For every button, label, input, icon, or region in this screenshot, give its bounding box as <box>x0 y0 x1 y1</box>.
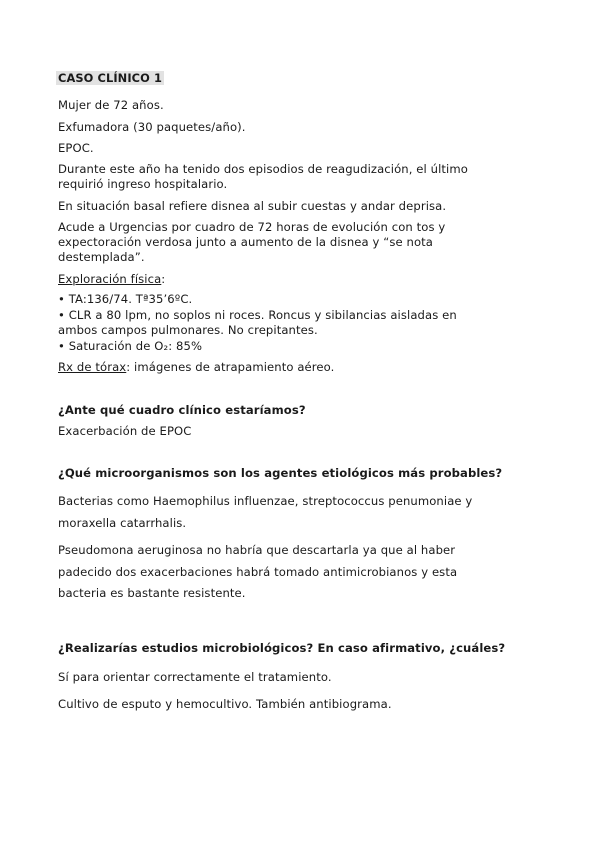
intro-dyspnea: En situación basal refiere disnea al subir cuestas y andar deprisa. <box>58 199 447 213</box>
answer-2-line-2: moraxella catarrhalis. <box>58 516 187 530</box>
answer-3-line-1: Sí para orientar correctamente el tratamiento. <box>58 670 332 684</box>
answer-2-line-3: Pseudomona aeruginosa no habría que descartarla ya que al haber <box>58 543 456 557</box>
xray-line <box>58 360 334 375</box>
question-3: ¿Realizarías estudios microbiológicos? En caso afirmativo, ¿cuáles? <box>58 641 506 655</box>
intro-epoc: EPOC. <box>58 141 94 155</box>
exploration-heading: Exploración física <box>58 272 162 286</box>
intro-smoking: Exfumadora (30 paquetes/año). <box>58 120 246 134</box>
case-title-container <box>58 71 164 86</box>
intro-emergency: Acude a Urgencias por cuadro de 72 horas de evolución con tos y expectoración verdosa junto a aumento de la disnea y “se nota destemplada”. <box>58 220 446 264</box>
xray-label: Rx de tórax <box>58 360 127 374</box>
exploration-heading-colon: : <box>161 272 166 286</box>
exploration-item-auscultation: • CLR a 80 lpm, no soplos ni roces. Roncus y sibilancias aisladas en ambos campos pulmonares. No crepitantes. <box>58 308 457 337</box>
intro-age: Mujer de 72 años. <box>58 98 164 112</box>
exploration-item-vitals: • TA:136/74. Tª35’6ºC. <box>58 292 193 306</box>
answer-3-line-2: Cultivo de esputo y hemocultivo. También antibiograma. <box>58 697 392 711</box>
question-1: ¿Ante qué cuadro clínico estaríamos? <box>58 403 306 417</box>
exploration-item-saturation: • Saturación de O₂: 85% <box>58 339 203 353</box>
answer-1: Exacerbación de EPOC <box>58 424 192 438</box>
intro-reagudization: Durante este año ha tenido dos episodios de reagudización, el último requirió ingreso hospitalario. <box>58 162 468 191</box>
question-2: ¿Qué microorganismos son los agentes etiológicos más probables? <box>58 466 503 480</box>
answer-2-line-4: padecido dos exacerbaciones habrá tomado antimicrobianos y esta <box>58 565 458 579</box>
answer-2-line-5: bacteria es bastante resistente. <box>58 586 246 600</box>
xray-text: : imágenes de atrapamiento aéreo. <box>126 360 335 374</box>
exploration-heading-line <box>58 272 165 287</box>
case-title: CASO CLÍNICO 1 <box>58 71 162 85</box>
answer-2-line-1: Bacterias como Haemophilus influenzae, streptococcus penumoniae y <box>58 494 473 508</box>
